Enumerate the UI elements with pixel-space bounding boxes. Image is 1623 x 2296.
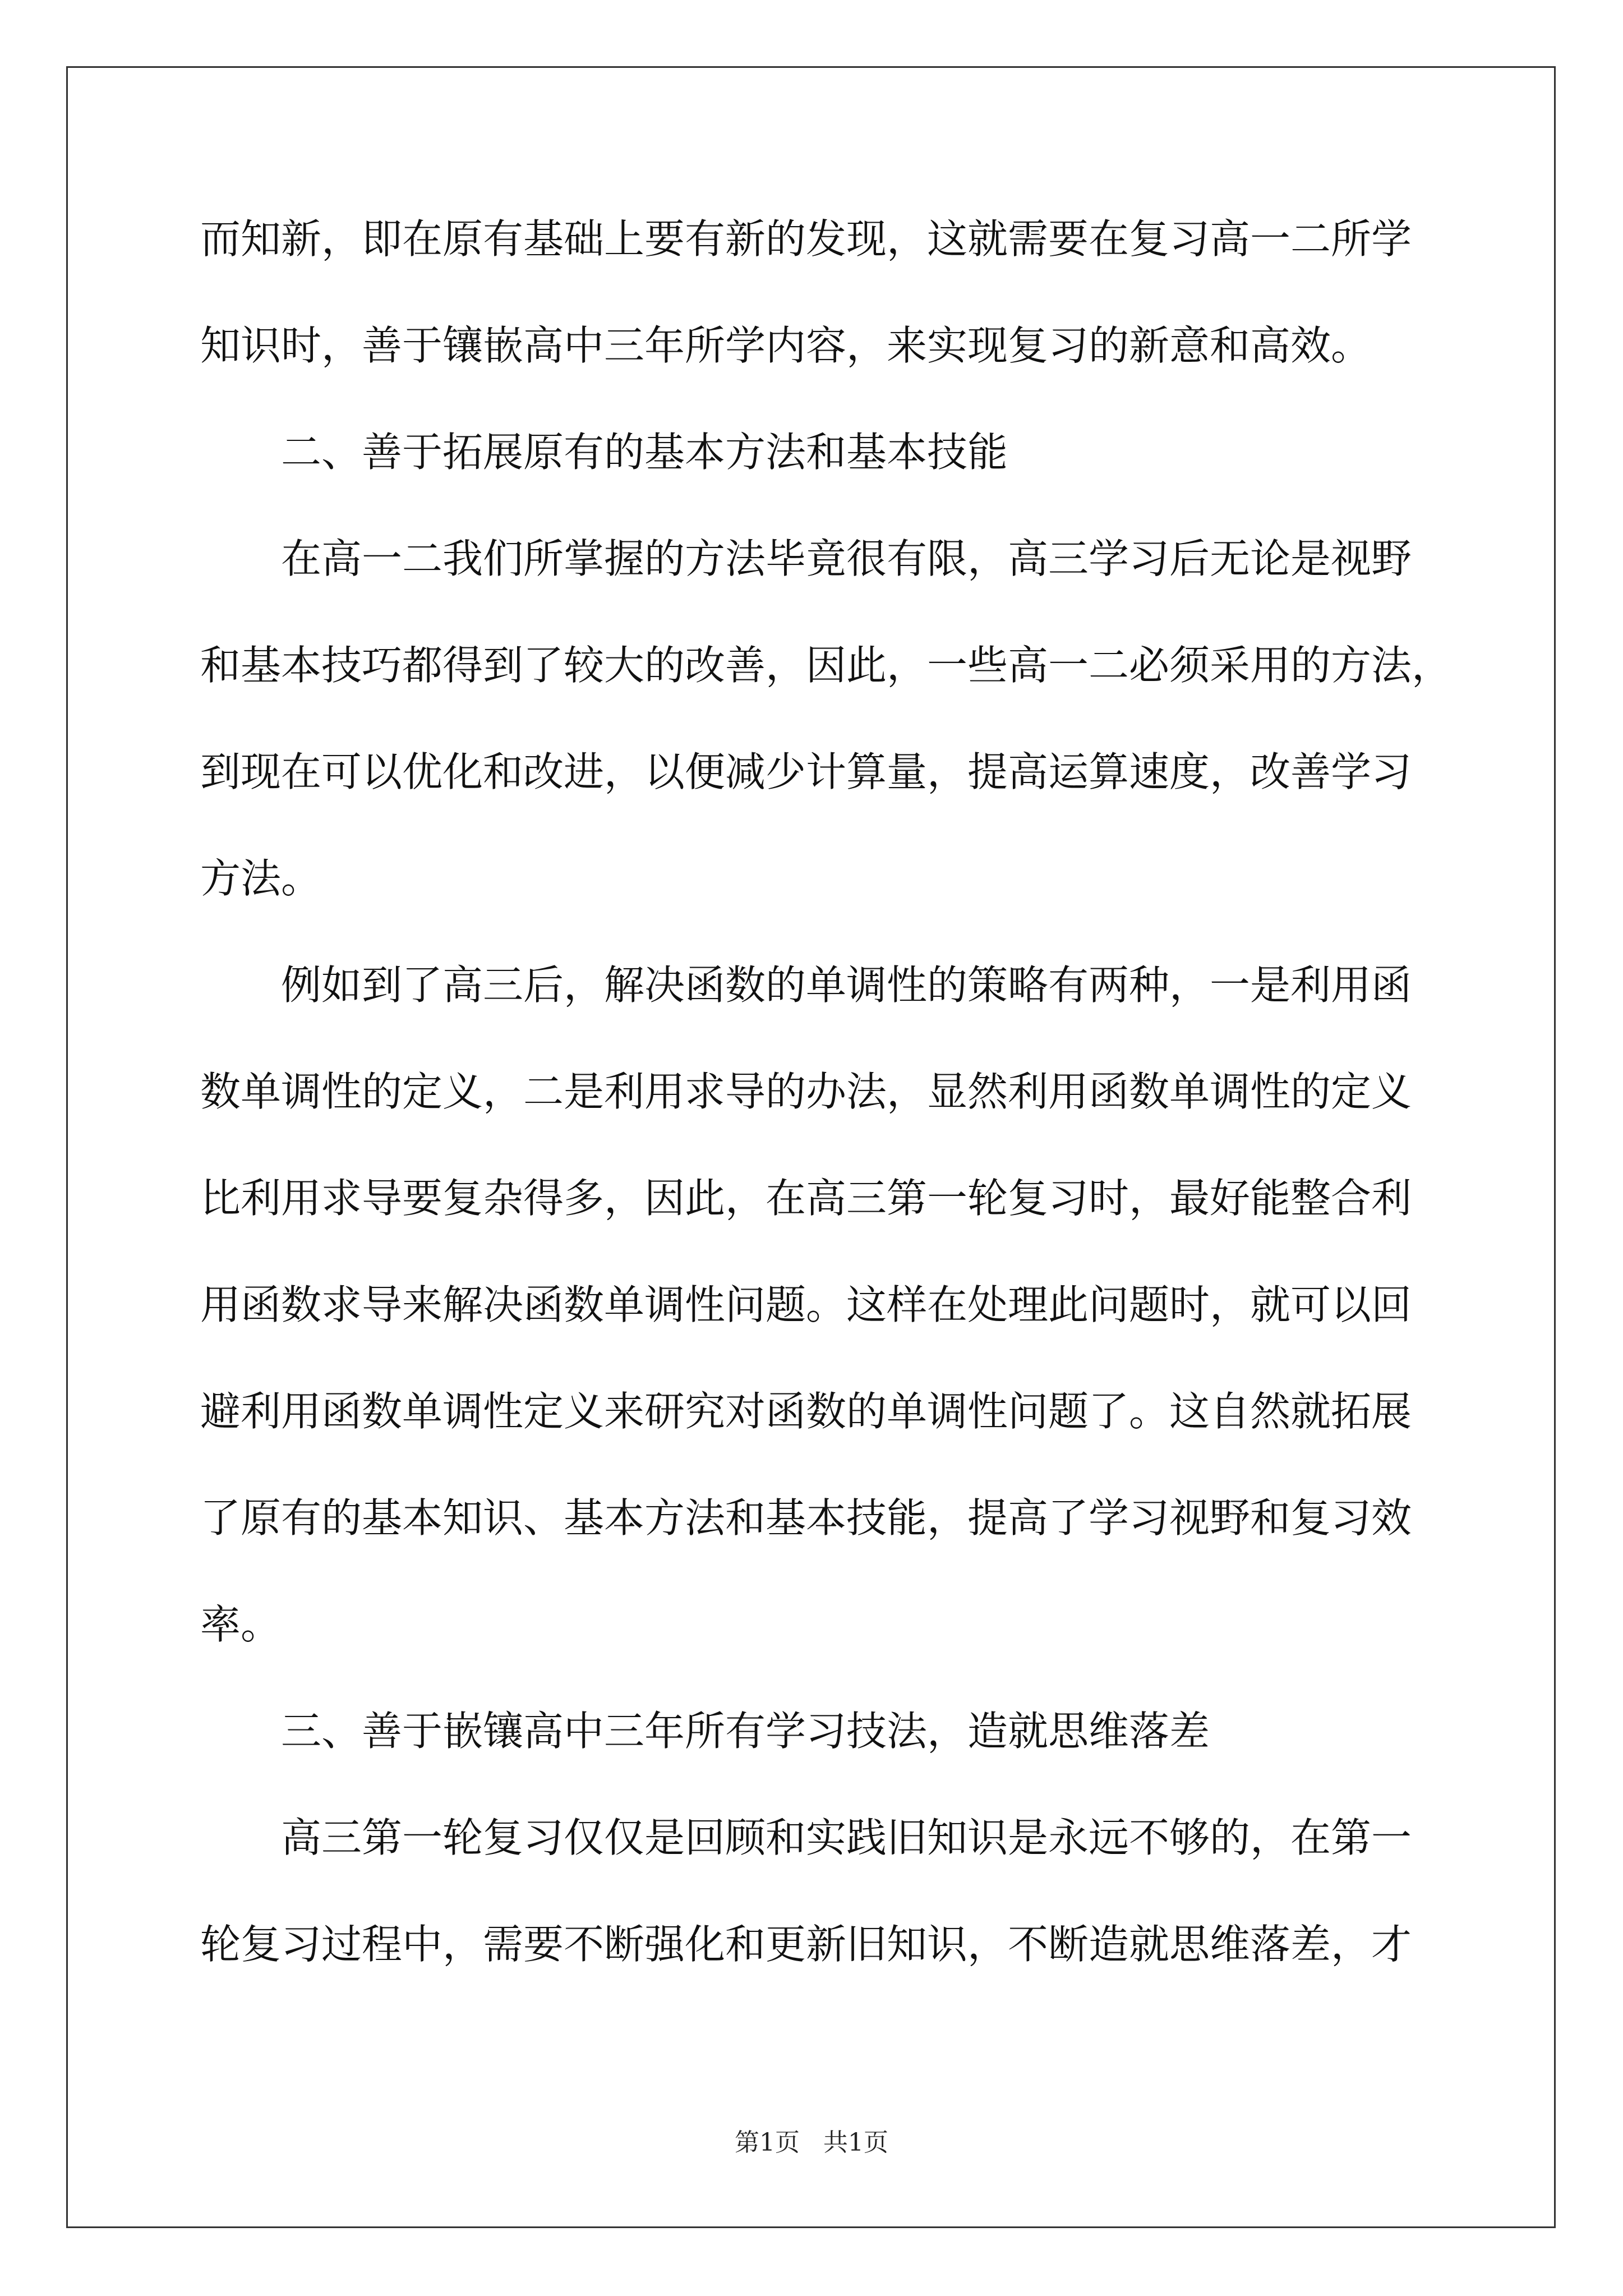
- page-footer: [0, 2126, 1623, 2160]
- paragraph-line: 例如到了高三后，解决函数的单调性的策略有两种，一是利用函: [281, 961, 1412, 1009]
- paragraph-line: 在高一二我们所掌握的方法毕竟很有限，高三学习后无论是视野: [281, 535, 1412, 582]
- page-total: 共1页: [823, 2128, 888, 2157]
- section-heading: 二、善于拓展原有的基本方法和基本技能: [281, 429, 1008, 476]
- paragraph-line: 了原有的基本知识、基本方法和基本技能，提高了学习视野和复习效: [200, 1494, 1412, 1542]
- page-number: 第1页: [735, 2128, 800, 2157]
- paragraph-line: 和基本技巧都得到了较大的改善，因此，一些高一二必须采用的方法，: [200, 642, 1453, 689]
- paragraph-line: 比利用求导要复杂得多，因此，在高三第一轮复习时，最好能整合利: [200, 1175, 1412, 1222]
- paragraph-line: 轮复习过程中，需要不断强化和更新旧知识，不断造就思维落差，才: [200, 1921, 1412, 1968]
- paragraph-line: 避利用函数单调性定义来研究对函数的单调性问题了。这自然就拓展: [200, 1388, 1412, 1435]
- section-heading: 三、善于嵌镶高中三年所有学习技法，造就思维落差: [281, 1708, 1210, 1755]
- paragraph-line: 而知新，即在原有基础上要有新的发现，这就需要在复习高一二所学: [200, 215, 1412, 263]
- page-border: [66, 66, 1556, 2228]
- paragraph-line: 到现在可以优化和改进，以便减少计算量，提高运算速度，改善学习: [200, 748, 1412, 795]
- paragraph-line: 用函数求导来解决函数单调性问题。这样在处理此问题时，就可以回: [200, 1281, 1412, 1328]
- paragraph-line: 数单调性的定义，二是利用求导的办法，显然利用函数单调性的定义: [200, 1068, 1412, 1115]
- paragraph-line: 高三第一轮复习仅仅是回顾和实践旧知识是永远不够的，在第一: [281, 1814, 1412, 1861]
- paragraph-line: 知识时，善于镶嵌高中三年所学内容，来实现复习的新意和高效。: [200, 322, 1372, 369]
- paragraph-line: 方法。: [200, 855, 322, 902]
- paragraph-line: 率。: [200, 1601, 282, 1648]
